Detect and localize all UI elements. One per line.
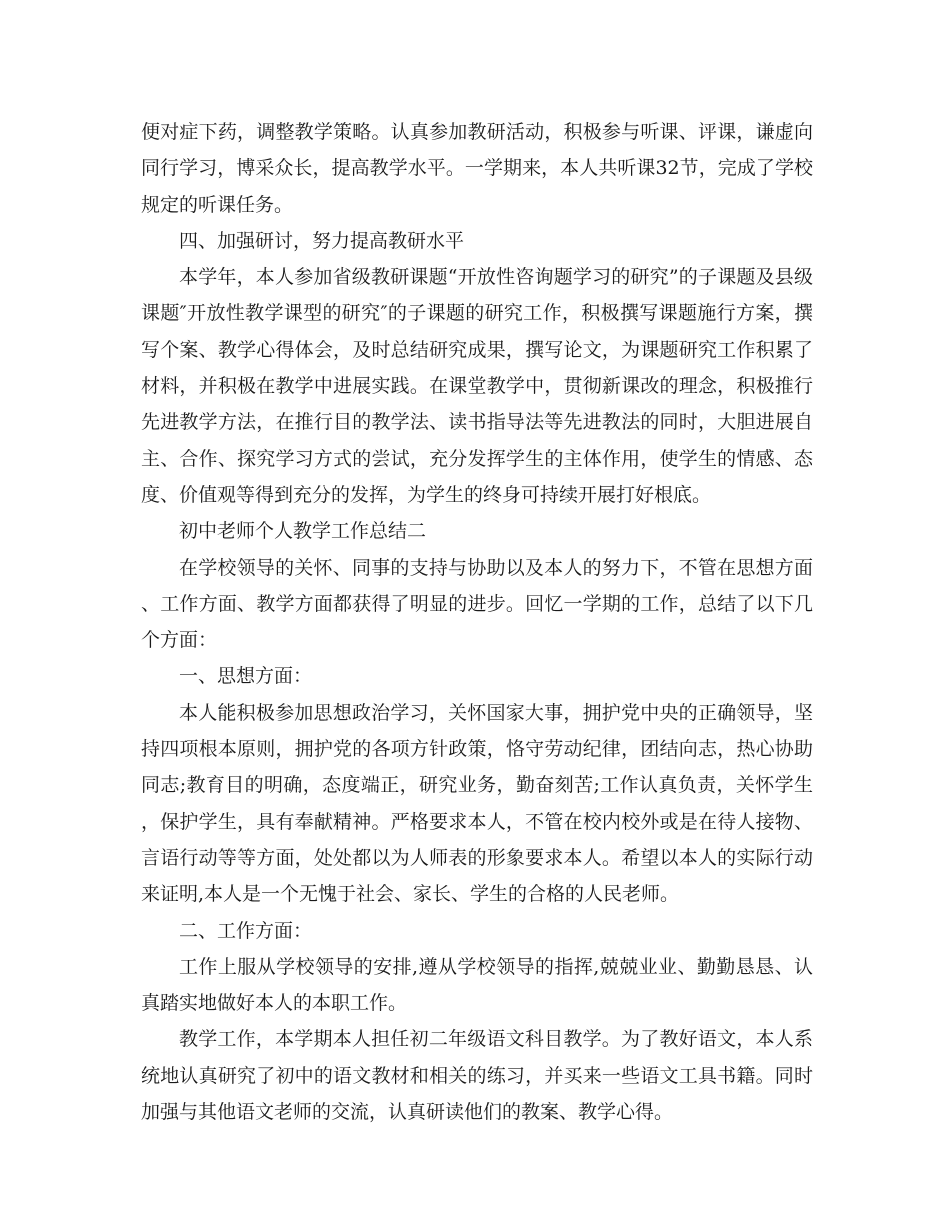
- section-heading-work: 二、工作方面：: [179, 919, 313, 942]
- paragraph-intro: 在学校领导的关怀、同事的支持与协助以及本人的努力下，不管在思想方面、工作方面、教学方面都获得了明显的进步。回忆一学期的工作，总结了以下几个方面：: [141, 556, 813, 652]
- document-body: [141, 114, 813, 1130]
- section-heading-research: 四、加强研讨，努力提高教研水平: [179, 229, 465, 252]
- document-subtitle: 初中老师个人教学工作总结二: [179, 520, 427, 543]
- paragraph-teaching: 教学工作，本学期本人担任初二年级语文科目教学。为了教好语文，本人系统地认真研究了初中的语文教材和相关的练习，并买来一些语文工具书籍。同时加强与其他语文老师的交流，认真研读他们的教案、教学心得。: [141, 1028, 813, 1124]
- paragraph-research: 本学年，本人参加省级教研课题“开放性咨询题学习的研究”的子课题及县级课题″开放性教学课型的研究″的子课题的研究工作，积极撰写课题施行方案，撰写个案、教学心得体会，及时总结研究成果，撰写论文，为课题研究工作积累了材料，并积极在教学中进展实践。在课堂教学中，贯彻新课改的理念，积极推行先进教学方法，在推行目的教学法、读书指导法等先进教法的同时，大胆进展自主、合作、探究学习方式的尝试，充分发挥学生的主体作用，使学生的情感、态度、价值观等得到充分的发挥，为学生的终身可持续开展打好根底。: [141, 266, 813, 506]
- paragraph-continuation: 便对症下药，调整教学策略。认真参加教研活动，积极参与听课、评课，谦虚向同行学习，博采众长，提高教学水平。一学期来，本人共听课32节，完成了学校规定的听课任务。: [141, 121, 813, 216]
- paragraph-work: 工作上服从学校领导的安排,遵从学校领导的指挥,兢兢业业、勤勤恳恳、认真踏实地做好本人的本职工作。: [141, 955, 813, 1015]
- section-heading-thought: 一、思想方面：: [179, 665, 313, 688]
- paragraph-thought: 本人能积极参加思想政治学习，关怀国家大事，拥护党中央的正确领导，坚持四项根本原则，拥护党的各项方针政策，恪守劳动纪律，团结向志，热心协助同志;教育目的明确，态度端正，研究业务，勤奋刻苦;工作认真负责，关怀学生，保护学生，具有奉献精神。严格要求本人，不管在校内校外或是在待人接物、言语行动等等方面，处处都以为人师表的形象要求本人。希望以本人的实际行动来证明,本人是一个无愧于社会、家长、学生的合格的人民老师。: [141, 701, 813, 906]
